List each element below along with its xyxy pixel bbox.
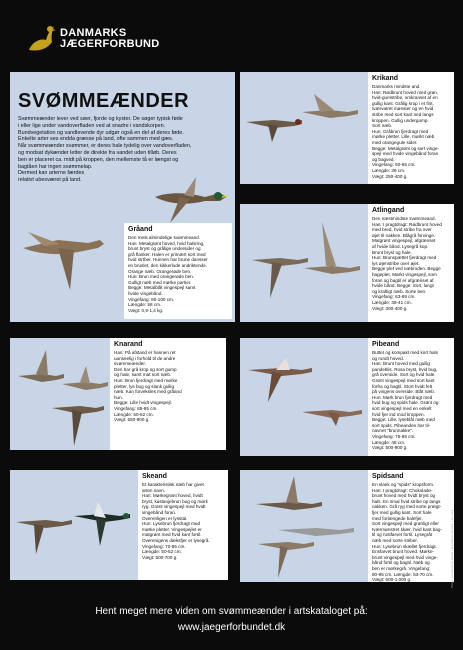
krikand-title: Krikand [372,75,399,82]
brand-line-2: JÆGERFORBUND [60,38,160,50]
pibeand-text: Buttet og kompakt med kort hals og rundt hoved. Han: Brunt hoved med gullig pandeblis. Rosa bryst, hvid bug, grå overside. Sort og hvid hale. Grønt vingespejl med sort kant forfra og bagtil. Stort hvidt felt på vingens overside. Blåt næb. Hun: Mørk brun fjerdragt med hvid bug og spids hale. Grønt og sort vingespejl med en enkelt hvid fjer ind mod kroppen. Begge: Lille, lyseblåt næb med sort spids. Pibeanden har til- navnet "brunnakke". Vingefang: 75-85 cm. Længde: 48 cm. Vægt: 500-900 g. [372,350,439,451]
shoveler-flying-illustration [14,506,74,556]
wigeon-flying-illustration [246,354,316,404]
teal-female-flying-illustration [300,92,360,132]
graand-title: Gråand [128,226,153,233]
krikand-text: Danmarks mindste and. Han: Rødbrunt hoved med grøn, hvid-gumstribe, omkranset af en gullig kant. Grålig krop i et fint, tværvatret mønster og en hvid stribe med sort kant ned langs kroppen. Gullig undergump. Sort næb. Hun: Gråbrun fjerdragt med mørke pletter. Lille, mørkt næb med orangegule sider. Begge: Metalgrønt og sort vinge- spejl med hvide vingebånd foran og bagved. Vingefang: 60-65 cm. Længde: 36 cm. Vægt: 250-400 g. [372,84,439,179]
pibeand-image-panel [240,338,368,456]
spidsand-image-panel [240,470,368,582]
knarand-info [110,338,226,450]
knarand-image-panel [10,338,110,450]
knarand-text: Han: På afstand er hannen ret uanseelig i forhold til de andre svømmeænder. Den har grå krop og sort gump og hale, samt mat sort næb. Hun: Brun fjerdragt med mørke pletter, lys bug og slank gullig næb. Kan forveksles med gråand hun. Begge: Lille hvidt vingespejl. Vingefang: 85-95 cm. Længde: 50-52 cm. Vægt: 650-900 g. [114,350,182,423]
page-title: SVØMMEÆNDER [18,90,190,112]
atlingand-image-panel [240,204,368,322]
footer-link[interactable]: www.jaegerforbundet.dk [177,622,286,633]
shoveler-male-flying-illustration [72,500,134,550]
spidsand-title: Spidsand [372,473,404,480]
teal-flying-illustration [244,112,304,142]
graand-info [124,223,232,319]
krikand-image-panel [240,72,368,184]
pibeand-info [368,338,454,456]
atlingand-title: Atlingand [372,207,405,214]
brand-line-1: DANMARKS [60,27,127,39]
footer-text: Hent meget mere viden om svømmeænder i artskataloget på: [95,606,368,617]
wigeon-female-flying-illustration [300,398,364,428]
garganey-flying-illustration [250,240,310,300]
mallard-female-flying-illustration [18,228,108,293]
garganey-female-flying-illustration [302,218,362,288]
spidsand-info [368,470,454,582]
duck-logo-icon [26,20,56,56]
brand-logo [26,20,196,60]
photo-credit [450,468,460,588]
skeand-image-panel [10,470,138,580]
atlingand-info [368,204,454,322]
pintail-female-flying-illustration [256,536,316,580]
skeand-info [138,470,228,580]
skeand-title: Skeand [142,473,167,480]
krikand-info [368,72,454,184]
knarand-title: Knarand [114,341,143,348]
pintail-flying-illustration [254,474,324,514]
gadwall-male-flying-illustration [50,398,106,448]
skeand-text: Et karakteristisk næb har givet arten navn. Han: Mørkegrønt hoved, hvidt bryst, kastanjebrun bug og mørk ryg. Grønt vingespejl med hvidt vingebånd foran. Overenligen er lysstal. Hun: Lysebrun fjerdragt med mørke pletter. Vingespejlet er matgrønt med hvid kant fortil. Overenigens dæksfjer er lysegrå. Vingefang: 70-85 cm. Længde: 50-52 cm. Vægt: 500-700 g. [142,482,210,560]
pibeand-title: Pibeand [372,341,400,348]
intro-text: Svømmeænder lever ved søer, fjorde og kyster. De søger typisk føde i eller lige under vandoverfladen ved at snadre i vandskorpen. Bundvegetation og vandlevende dyr udgør også en del af deres føde. Enkelte arter ses endda græsse på land, ofte sammen med gæs. Når svømmeænder svømmer, er deres hale tydelig over vandoverfladen, og modsat dykænder letter de direkte fra vandet uden tilløb. Deres ben er placeret ca. midt på kroppen, den mellemste tå er længst og bagtåen har ingen svømmelap. Dermed kan arterne færdes relativt ubesværet på land. [18,116,192,184]
gadwall-flying-illustration [16,346,66,396]
graand-text: Den mest almindelige svømmeand. Han: Metalgrønt hoved, hvid halsring, brunt bryst og grålige undersider og grå flanker. Halen er primært sort med hvid strtber. Hunnen har brune dansser en bruslet, den kikkerlude andriktende. Orange næb. Orangerøde ben. Hun: Brun med orangerøde ben. Gulligt næb med mørke partier. Begge: Metalblåt vingespejl samt hvide vingebånd. Vingefang: 80-100 cm. Længde: 58 cm. Vægt: 0,9-1,4 kg. [128,235,208,313]
spidsand-text: En slank og "spids" kropsform. Han: I pragtdragt: Chokolade- brunt hoved med hvidt bryst og hals. En smal hvid stribe op langs nakken. Grå ryg med sorte prægt- fjer med gullig kant. Sort hale med forlængede halefjer. Sort vingespejl med grønligt eller tværmønstret skær, hvid kant bag- til og rustfarvet fortil. Lysegråt næb med sorte striber. Hun: Lysebrun skællet fjerdragt. Ensfarvet brunt hoved. Mørke- brunt vingespejl med hvid vinge- bånd fortil og bagtil. Næb og ben er mørkegrå. Vingefang: 80-95 cm. Længde: 53-70 cm. Vægt: 600-1.000 g. [372,482,442,583]
atlingand-text: Den næstmindste svømmeand. Han: I pragtdragt: Rødbrunt hoved med bred, hvid stribe fra over øjet til nakken. Blågrå forvinge. Matgrønt vingespejl, afgrænset af hvide bånd. Lysegrå kop. Brunt bryst og hale. Hun: Brunspættet fjerdragt med lys øjenstribe over øjet. Begge plet ved næbroden. Begge hageplet. Mørkt vingespejl, som foran og bagtil er afgrænset af hvide bånd. Begge: Sort, langt og kraftigt næb. Sorte ben. Vingefang: 63-69 cm. Længde: 38-41 cm. Vægt: 300-400 g. [372,216,442,311]
brand-name [60,28,160,50]
mallard-flying-illustration [150,175,230,225]
photo-credit-text: Photo: Conservation Media / Illustration / Grafisk: Lars Gejl [450,509,454,588]
